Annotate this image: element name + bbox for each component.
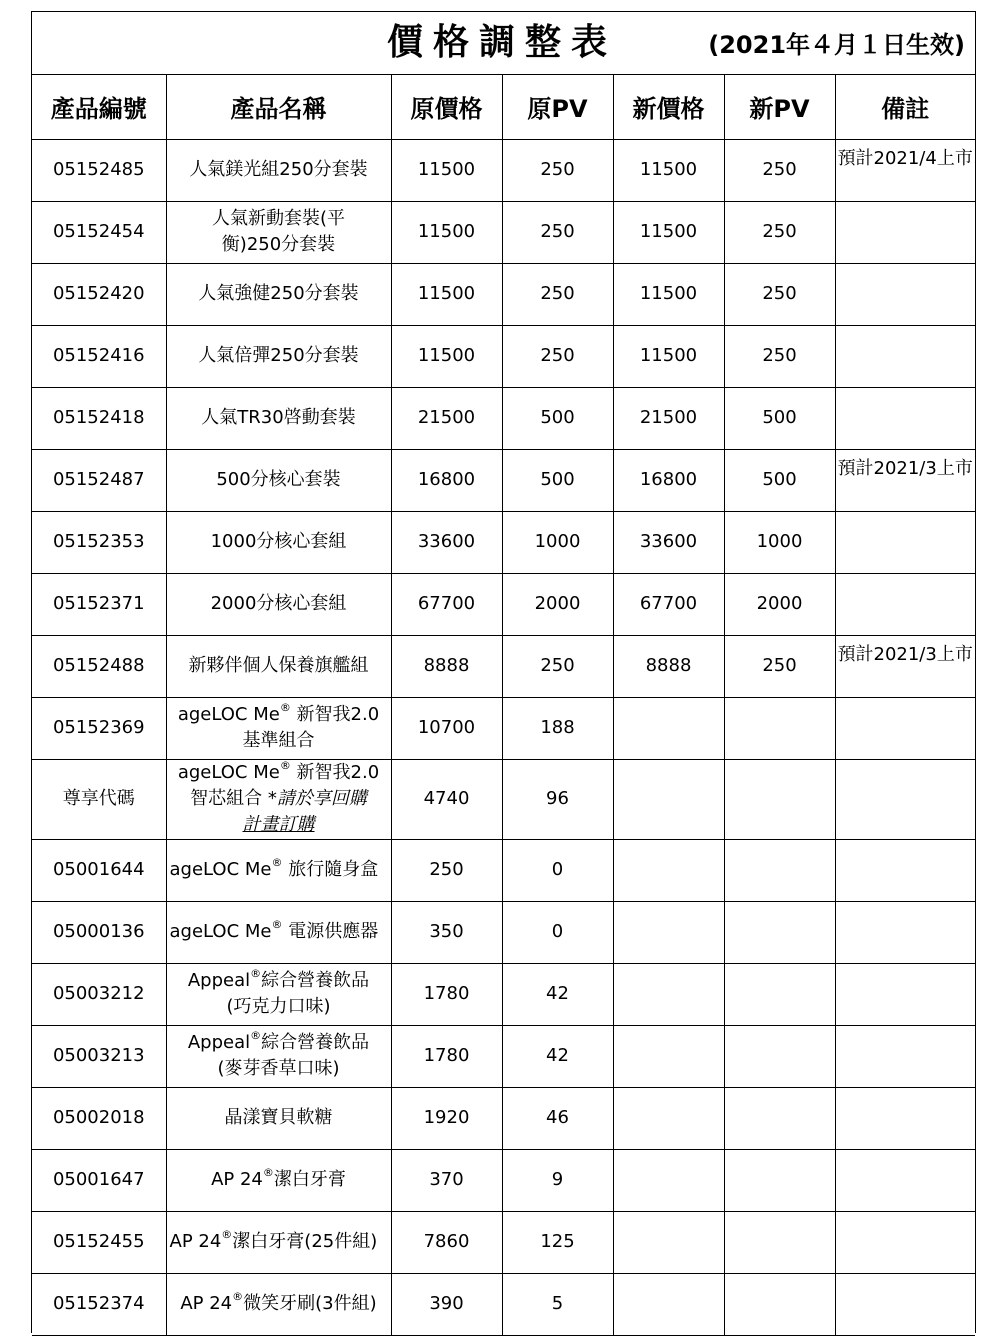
product-code: 05000136 xyxy=(32,901,166,963)
table-row xyxy=(32,511,975,573)
name-part: ageLOC Me xyxy=(177,704,280,725)
remark xyxy=(835,1087,975,1149)
product-name: 晶漾寶貝軟糖 xyxy=(166,1087,391,1149)
new-price: 11500 xyxy=(613,201,724,263)
orig-pv: 42 xyxy=(502,1025,613,1087)
product-code: 05003213 xyxy=(32,1025,166,1087)
product-name xyxy=(166,759,391,839)
name-part: 基準組合 xyxy=(242,730,315,751)
orig-pv: 500 xyxy=(502,449,613,511)
product-code: 05152454 xyxy=(32,201,166,263)
orig-pv: 500 xyxy=(502,387,613,449)
remark: 預計2021/3上市 xyxy=(835,449,975,511)
registered-mark: ® xyxy=(271,856,283,869)
product-name: 人氣鎂光組250分套裝 xyxy=(166,139,391,201)
table-row xyxy=(32,573,975,635)
remark xyxy=(835,201,975,263)
orig-price: 8888 xyxy=(391,635,502,697)
name-part: (巧克力口味) xyxy=(226,996,331,1017)
orig-price: 1780 xyxy=(391,963,502,1025)
remark xyxy=(835,1211,975,1273)
product-code: 05152371 xyxy=(32,573,166,635)
orig-pv: 250 xyxy=(502,201,613,263)
price-adjustment-sheet xyxy=(31,11,976,1333)
header-orig-price: 原價格 xyxy=(391,75,502,139)
product-name xyxy=(166,1025,391,1087)
product-code: 05001644 xyxy=(32,839,166,901)
orig-price: 4740 xyxy=(391,759,502,839)
new-pv: 500 xyxy=(724,387,835,449)
remark xyxy=(835,263,975,325)
header-remark: 備註 xyxy=(835,75,975,139)
new-pv: 250 xyxy=(724,139,835,201)
remark: 預計2021/4上市 xyxy=(835,139,975,201)
name-part: ageLOC Me xyxy=(169,921,272,942)
product-code: 05001647 xyxy=(32,1149,166,1211)
name-part: ageLOC Me xyxy=(177,762,280,783)
new-pv: 500 xyxy=(724,449,835,511)
name-part: 潔白牙膏 xyxy=(273,1169,346,1190)
header-row xyxy=(32,75,975,139)
table-row xyxy=(32,635,975,697)
product-name: 新夥伴個人保養旗艦組 xyxy=(166,635,391,697)
product-name xyxy=(166,1149,391,1211)
remark xyxy=(835,387,975,449)
product-code: 05152485 xyxy=(32,139,166,201)
new-pv xyxy=(724,839,835,901)
table-row xyxy=(32,201,975,263)
product-name: 人氣強健250分套裝 xyxy=(166,263,391,325)
remark xyxy=(835,901,975,963)
orig-price: 11500 xyxy=(391,325,502,387)
remark xyxy=(835,511,975,573)
orig-pv: 0 xyxy=(502,839,613,901)
table-row xyxy=(32,697,975,759)
new-pv: 250 xyxy=(724,325,835,387)
name-part: 新智我2.0 xyxy=(290,704,380,725)
name-part: AP 24 xyxy=(180,1293,233,1314)
new-price: 16800 xyxy=(613,449,724,511)
product-name xyxy=(166,963,391,1025)
orig-price: 1920 xyxy=(391,1087,502,1149)
remark xyxy=(835,697,975,759)
orig-pv: 1000 xyxy=(502,511,613,573)
orig-pv: 42 xyxy=(502,963,613,1025)
remark xyxy=(835,963,975,1025)
product-name xyxy=(166,1273,391,1335)
new-pv xyxy=(724,1273,835,1335)
new-price xyxy=(613,1273,724,1335)
product-code: 05152420 xyxy=(32,263,166,325)
header-new-price: 新價格 xyxy=(613,75,724,139)
table-row xyxy=(32,325,975,387)
orig-pv: 125 xyxy=(502,1211,613,1273)
product-name: 1000分核心套組 xyxy=(166,511,391,573)
orig-price: 33600 xyxy=(391,511,502,573)
product-name: 人氣新動套裝(平衡)250分套裝 xyxy=(166,201,391,263)
new-price: 33600 xyxy=(613,511,724,573)
remark: 預計2021/3上市 xyxy=(835,635,975,697)
new-pv xyxy=(724,1025,835,1087)
new-price xyxy=(613,963,724,1025)
orig-pv: 96 xyxy=(502,759,613,839)
orig-price: 11500 xyxy=(391,263,502,325)
table-row xyxy=(32,263,975,325)
product-code: 05152369 xyxy=(32,697,166,759)
remark xyxy=(835,759,975,839)
orig-price: 67700 xyxy=(391,573,502,635)
table-row xyxy=(32,1273,975,1335)
registered-mark: ® xyxy=(232,1290,244,1303)
new-pv: 2000 xyxy=(724,573,835,635)
new-price xyxy=(613,697,724,759)
registered-mark: ® xyxy=(279,759,291,772)
new-pv xyxy=(724,1087,835,1149)
orig-price: 11500 xyxy=(391,201,502,263)
product-name: 2000分核心套組 xyxy=(166,573,391,635)
product-code: 05152374 xyxy=(32,1273,166,1335)
new-pv xyxy=(724,901,835,963)
product-code: 05152455 xyxy=(32,1211,166,1273)
new-pv: 250 xyxy=(724,263,835,325)
name-part: 綜合營養飲品 xyxy=(261,970,370,991)
registered-mark: ® xyxy=(221,1228,233,1241)
header-code: 產品編號 xyxy=(32,75,166,139)
product-name xyxy=(166,901,391,963)
new-price: 21500 xyxy=(613,387,724,449)
name-part: ageLOC Me xyxy=(169,859,272,880)
new-price xyxy=(613,901,724,963)
registered-mark: ® xyxy=(262,1166,274,1179)
name-part: 旅行隨身盒 xyxy=(282,859,379,880)
product-code: 05152488 xyxy=(32,635,166,697)
product-name: 人氣倍彈250分套裝 xyxy=(166,325,391,387)
new-pv xyxy=(724,697,835,759)
orig-price: 11500 xyxy=(391,139,502,201)
new-price xyxy=(613,1149,724,1211)
new-pv xyxy=(724,1211,835,1273)
new-price: 11500 xyxy=(613,325,724,387)
name-part: 潔白牙膏(25件組) xyxy=(232,1231,378,1252)
orig-price: 21500 xyxy=(391,387,502,449)
table-row xyxy=(32,759,975,839)
orig-price: 7860 xyxy=(391,1211,502,1273)
new-price xyxy=(613,759,724,839)
new-price: 11500 xyxy=(613,263,724,325)
title-row xyxy=(32,12,975,75)
orig-pv: 188 xyxy=(502,697,613,759)
new-pv xyxy=(724,1149,835,1211)
product-name xyxy=(166,697,391,759)
new-pv xyxy=(724,963,835,1025)
product-code: 05152416 xyxy=(32,325,166,387)
page-title: 價格調整表 xyxy=(387,22,618,63)
orig-price: 1780 xyxy=(391,1025,502,1087)
table-row xyxy=(32,839,975,901)
remark xyxy=(835,1025,975,1087)
new-price xyxy=(613,1087,724,1149)
remark xyxy=(835,325,975,387)
table-row xyxy=(32,963,975,1025)
name-part: 綜合營養飲品 xyxy=(261,1032,370,1053)
price-table xyxy=(32,75,975,1336)
orig-pv: 2000 xyxy=(502,573,613,635)
orig-price: 390 xyxy=(391,1273,502,1335)
orig-pv: 0 xyxy=(502,901,613,963)
effective-date: (2021年４月１日生效) xyxy=(708,31,965,59)
product-code: 05152353 xyxy=(32,511,166,573)
new-pv xyxy=(724,759,835,839)
orig-price: 16800 xyxy=(391,449,502,511)
product-name: 人氣TR30啓動套裝 xyxy=(166,387,391,449)
name-part: AP 24 xyxy=(169,1231,222,1252)
header-orig-pv: 原PV xyxy=(502,75,613,139)
registered-mark: ® xyxy=(250,967,262,980)
orig-pv: 5 xyxy=(502,1273,613,1335)
remark xyxy=(835,1273,975,1335)
table-row xyxy=(32,1087,975,1149)
new-pv: 250 xyxy=(724,201,835,263)
header-new-pv: 新PV xyxy=(724,75,835,139)
new-price xyxy=(613,839,724,901)
new-price: 11500 xyxy=(613,139,724,201)
orig-price: 350 xyxy=(391,901,502,963)
new-pv: 250 xyxy=(724,635,835,697)
name-part: Appeal xyxy=(187,1032,251,1053)
registered-mark: ® xyxy=(271,918,283,931)
product-name xyxy=(166,839,391,901)
purchase-note: 計畫訂購 xyxy=(242,814,315,835)
product-code: 05003212 xyxy=(32,963,166,1025)
name-part: AP 24 xyxy=(211,1169,263,1190)
orig-price: 370 xyxy=(391,1149,502,1211)
orig-pv: 9 xyxy=(502,1149,613,1211)
new-price xyxy=(613,1025,724,1087)
remark xyxy=(835,573,975,635)
orig-pv: 250 xyxy=(502,263,613,325)
new-price: 67700 xyxy=(613,573,724,635)
new-price: 8888 xyxy=(613,635,724,697)
remark xyxy=(835,839,975,901)
orig-pv: 250 xyxy=(502,139,613,201)
orig-pv: 250 xyxy=(502,635,613,697)
registered-mark: ® xyxy=(250,1029,262,1042)
name-part: Appeal xyxy=(187,970,251,991)
name-part: 新智我2.0 xyxy=(290,762,380,783)
table-row xyxy=(32,1025,975,1087)
table-row xyxy=(32,449,975,511)
product-name xyxy=(166,1211,391,1273)
new-price xyxy=(613,1211,724,1273)
purchase-note: *請於享回購 xyxy=(267,788,367,809)
product-name: 500分核心套裝 xyxy=(166,449,391,511)
name-part: 微笑牙刷(3件組) xyxy=(243,1293,377,1314)
product-code: 05152487 xyxy=(32,449,166,511)
table-row xyxy=(32,139,975,201)
name-part: 電源供應器 xyxy=(282,921,379,942)
table-row xyxy=(32,1149,975,1211)
new-pv: 1000 xyxy=(724,511,835,573)
product-code: 尊享代碼 xyxy=(32,759,166,839)
product-code: 05002018 xyxy=(32,1087,166,1149)
orig-price: 10700 xyxy=(391,697,502,759)
product-code: 05152418 xyxy=(32,387,166,449)
orig-pv: 46 xyxy=(502,1087,613,1149)
name-part: (麥芽香草口味) xyxy=(217,1058,340,1079)
header-name: 產品名稱 xyxy=(166,75,391,139)
registered-mark: ® xyxy=(279,701,291,714)
table-row xyxy=(32,901,975,963)
name-part: 智芯組合 xyxy=(190,788,268,809)
orig-price: 250 xyxy=(391,839,502,901)
table-row xyxy=(32,387,975,449)
remark xyxy=(835,1149,975,1211)
orig-pv: 250 xyxy=(502,325,613,387)
table-row xyxy=(32,1211,975,1273)
